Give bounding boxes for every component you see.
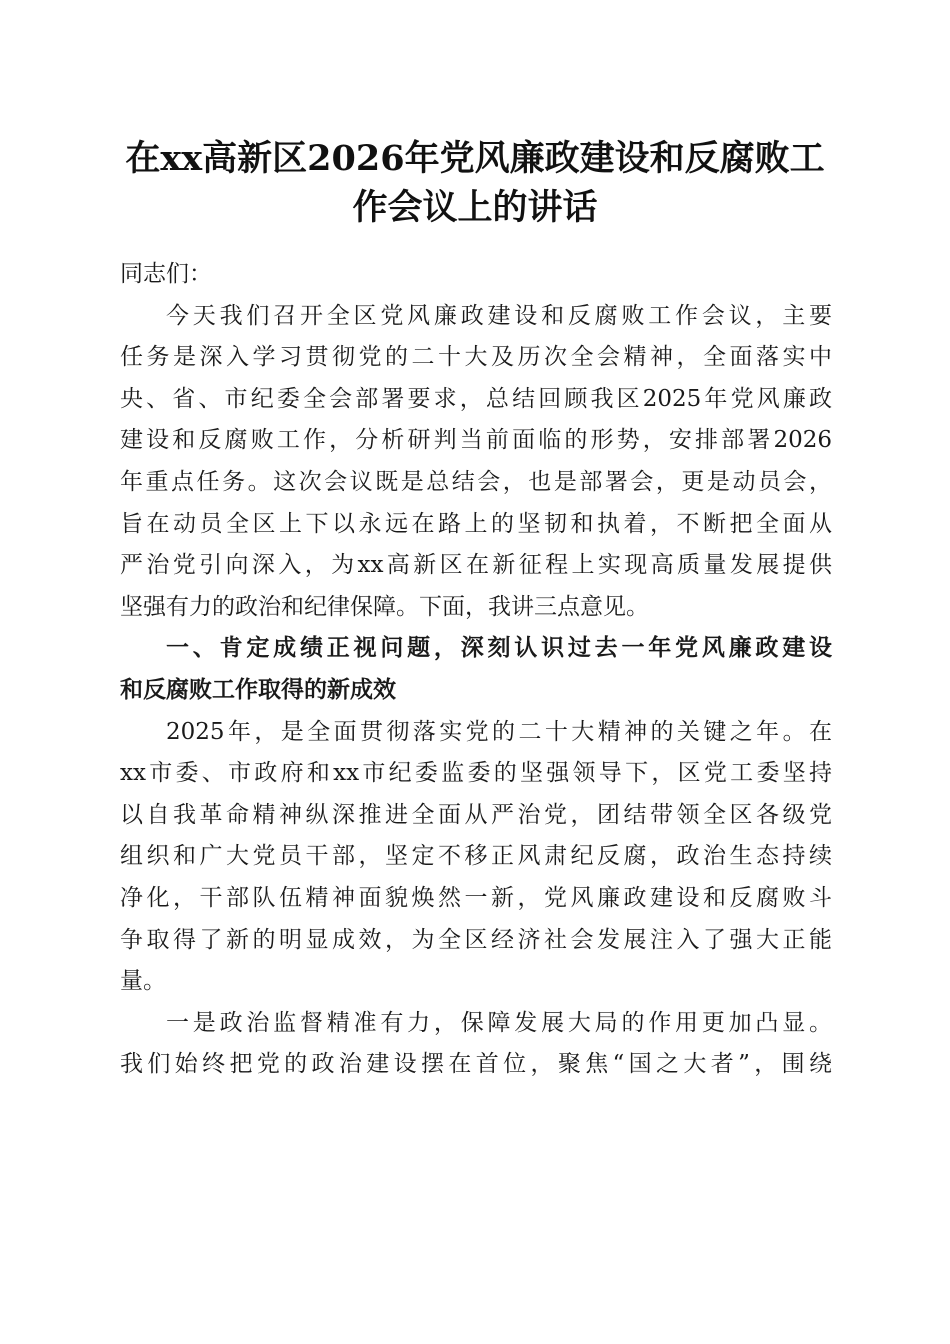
paragraph-line: 2025年，是全面贯彻落实党的二十大精神的关键之年。在 <box>166 718 832 745</box>
paragraph-achievements <box>120 712 832 1003</box>
paragraph-political-supervision <box>120 1003 832 1086</box>
paragraph-line: 组织和广大党员干部，坚定不移正风肃纪反腐，政治生态持续 <box>120 843 832 870</box>
paragraph-line: xx市委、市政府和xx市纪委监委的坚强领导下，区党工委坚持 <box>120 760 832 787</box>
paragraph-line: 我们始终把党的政治建设摆在首位，聚焦“国之大者”，围绕 <box>120 1051 832 1078</box>
document-body <box>120 254 832 1086</box>
paragraph-line: 一是政治监督精准有力，保障发展大局的作用更加凸显。 <box>166 1009 832 1036</box>
paragraph-line: 以自我革命精神纵深推进全面从严治党，团结带领全区各级党 <box>120 801 832 828</box>
paragraph-line: 量。 <box>120 968 166 995</box>
salutation <box>120 254 832 296</box>
heading-line: 和反腐败工作取得的新成效 <box>120 676 396 703</box>
paragraph-line: 净化，干部队伍精神面貌焕然一新，党风廉政建设和反腐败斗 <box>120 884 832 911</box>
document-title <box>100 134 850 232</box>
paragraph-line: 争取得了新的明显成效，为全区经济社会发展注入了强大正能 <box>120 926 832 953</box>
paragraph-line: 年重点任务。这次会议既是总结会，也是部署会，更是动员会， <box>120 468 832 495</box>
salutation-line: 同志们： <box>120 261 212 287</box>
title-line-1: 在xx高新区2026年党风廉政建设和反腐败工 <box>125 138 825 179</box>
paragraph-line: 今天我们召开全区党风廉政建设和反腐败工作会议，主要 <box>166 302 832 329</box>
title-line-2: 作会议上的讲话 <box>352 187 598 228</box>
section-heading-1 <box>120 628 832 711</box>
paragraph-line: 严治党引向深入，为xx高新区在新征程上实现高质量发展提供 <box>120 552 832 579</box>
heading-line: 一、肯定成绩正视问题，深刻认识过去一年党风廉政建设 <box>166 635 832 662</box>
paragraph-line: 任务是深入学习贯彻党的二十大及历次全会精神，全面落实中 <box>120 344 832 371</box>
paragraph-line: 央、省、市纪委全会部署要求，总结回顾我区2025年党风廉政 <box>120 385 832 412</box>
paragraph-line: 旨在动员全区上下以永远在路上的坚韧和执着，不断把全面从 <box>120 510 832 537</box>
paragraph-intro <box>120 296 832 629</box>
paragraph-line: 坚强有力的政治和纪律保障。下面，我讲三点意见。 <box>120 593 649 620</box>
paragraph-line: 建设和反腐败工作，分析研判当前面临的形势，安排部署2026 <box>120 427 832 454</box>
